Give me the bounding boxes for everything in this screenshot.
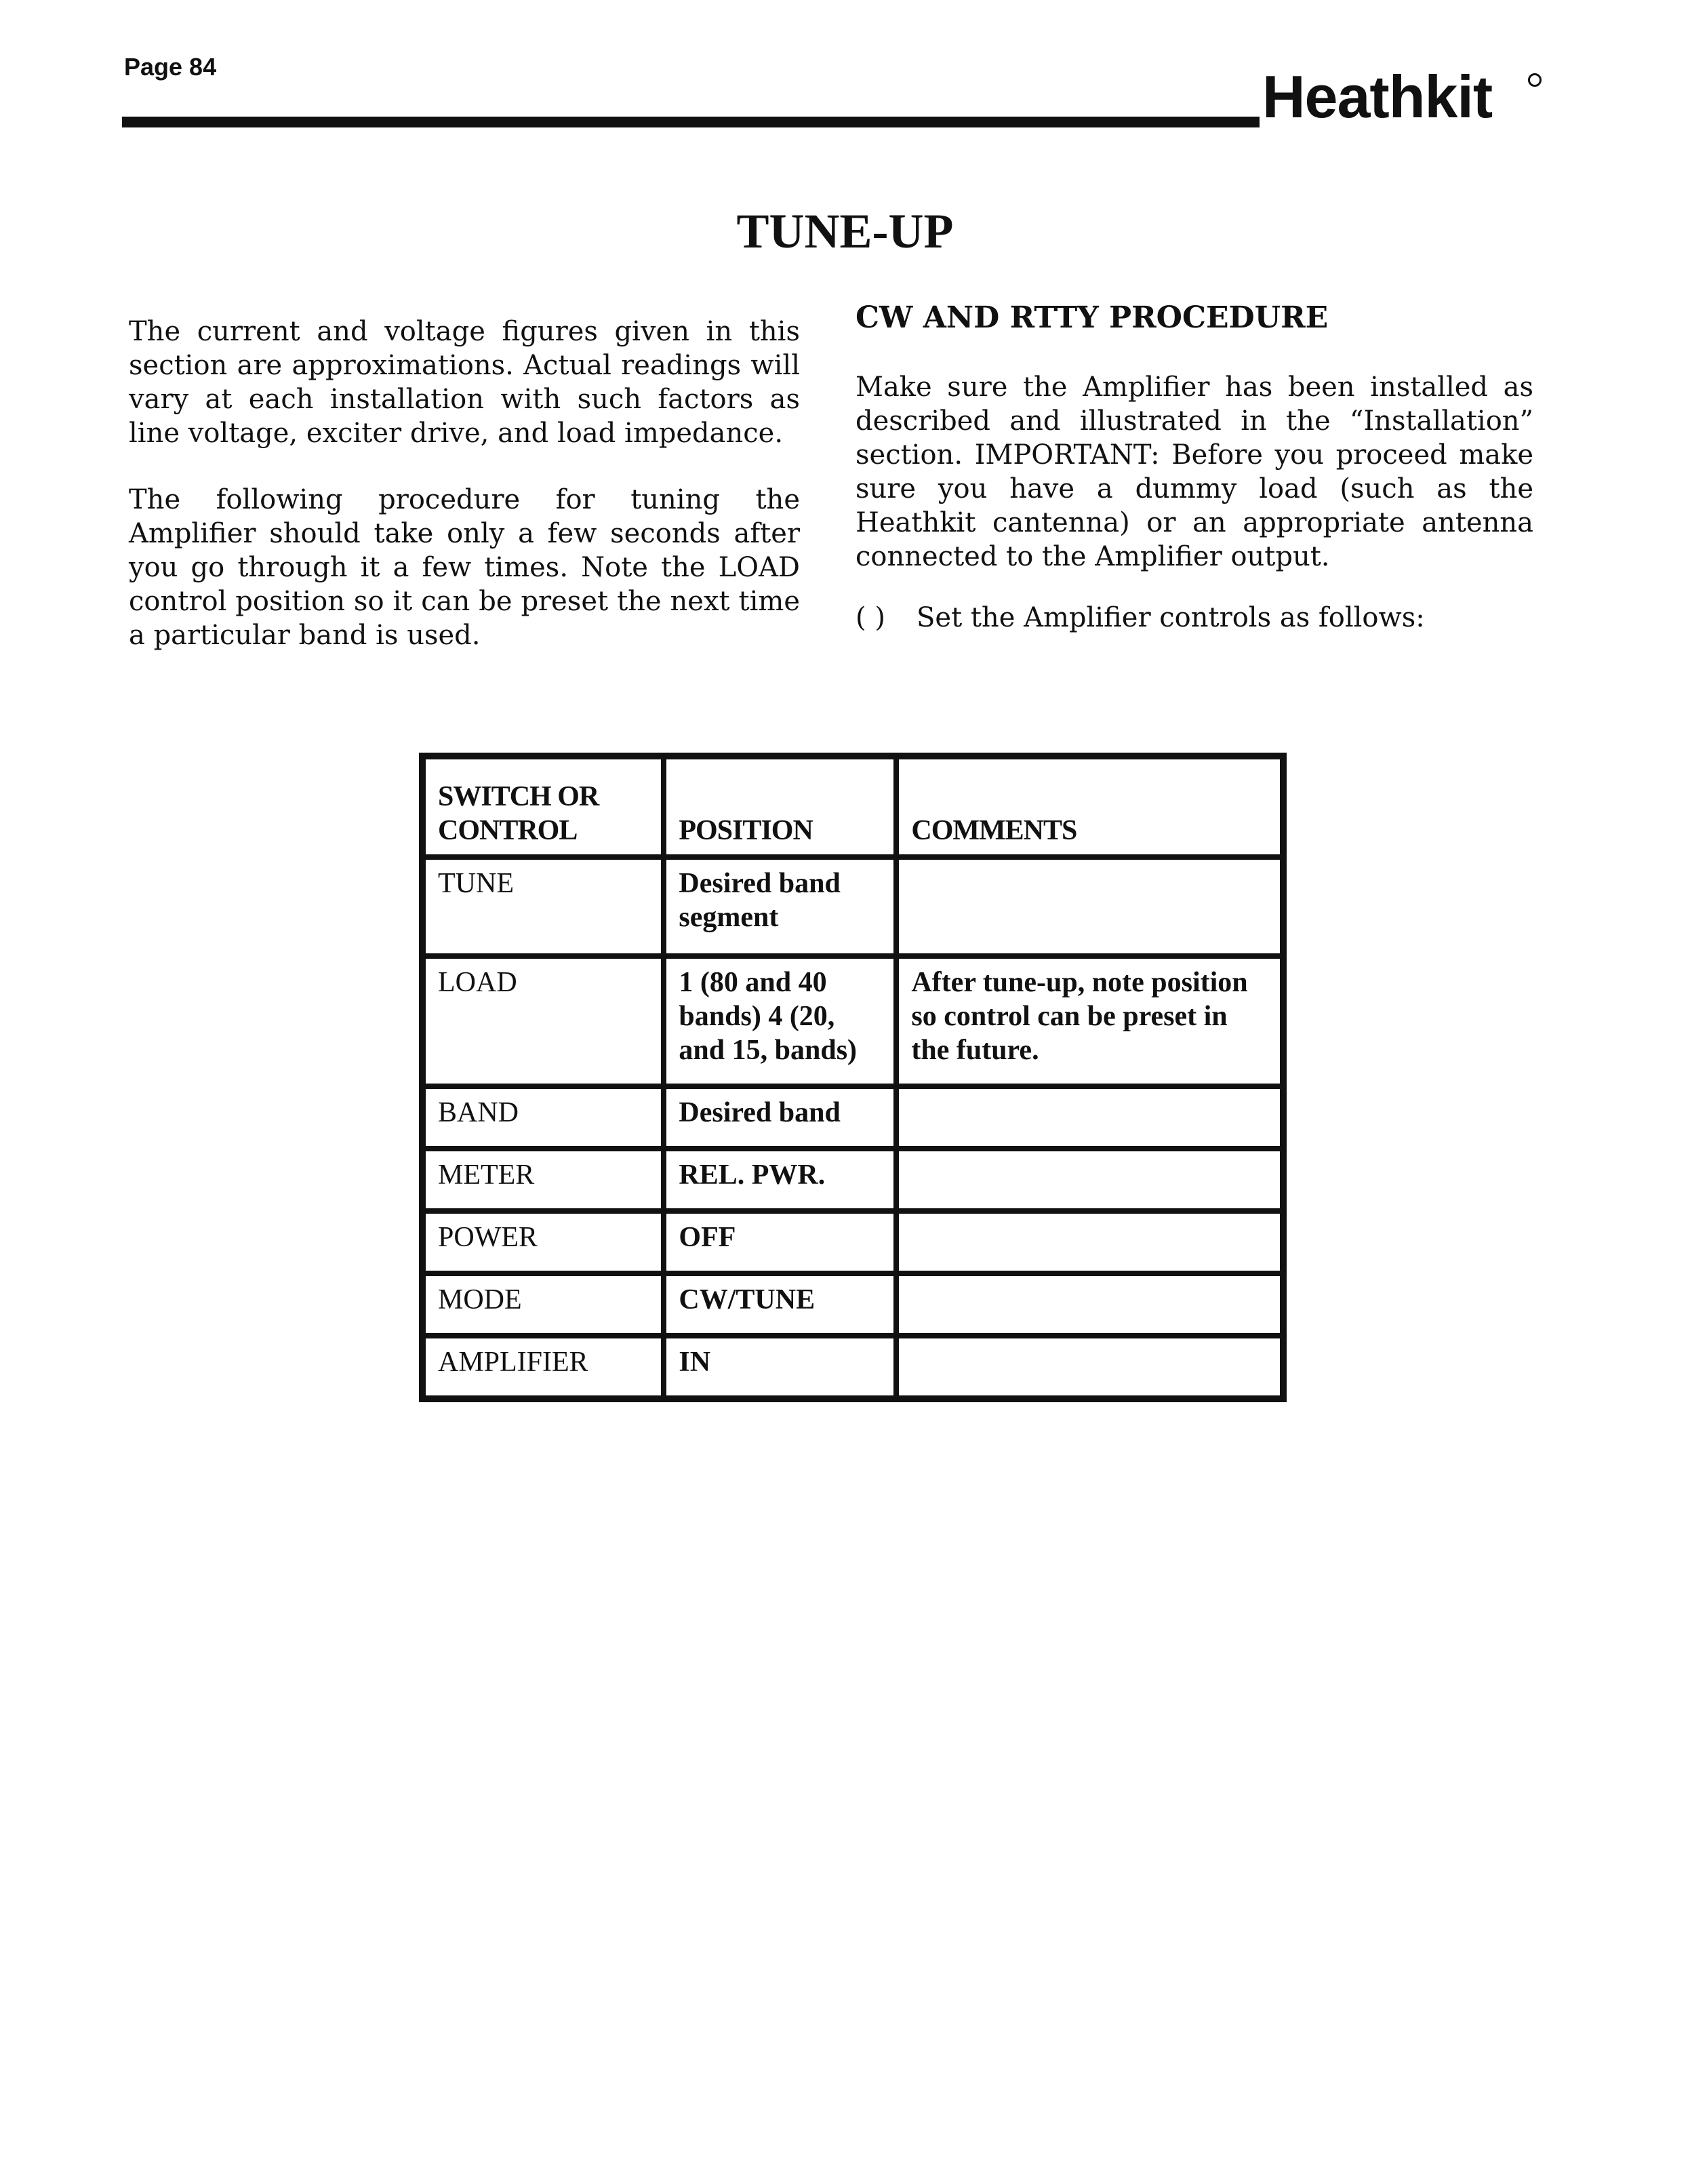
table-row	[423, 956, 1283, 1086]
position-cell: OFF	[664, 1211, 896, 1273]
section-heading: CW AND RTTY PROCEDURE	[856, 300, 1329, 335]
checkbox: ( )	[856, 602, 885, 633]
step-text: Set the Amplifier controls as follows:	[917, 602, 1425, 633]
comments-cell	[896, 1211, 1283, 1273]
left-column	[129, 315, 800, 685]
control-cell: LOAD	[423, 956, 664, 1086]
table-row	[423, 1273, 1283, 1336]
position-cell: CW/TUNE	[664, 1273, 896, 1336]
right-column	[856, 301, 1533, 635]
table-row	[423, 1086, 1283, 1149]
position-cell: Desired band	[664, 1086, 896, 1149]
header-switch-or-control: SWITCH OR CONTROL	[423, 757, 664, 857]
control-cell: BAND	[423, 1086, 664, 1149]
comments-cell	[896, 1336, 1283, 1398]
table-row	[423, 857, 1283, 956]
comments-cell	[896, 857, 1283, 956]
table-row	[423, 1149, 1283, 1211]
position-cell: Desired band segment	[664, 857, 896, 956]
controls-table	[419, 753, 1287, 1402]
control-cell: POWER	[423, 1211, 664, 1273]
control-cell: TUNE	[423, 857, 664, 956]
control-cell: METER	[423, 1149, 664, 1211]
installation-paragraph: Make sure the Amplifier has been installed as described and illustrated in the “Installation” section. IMPORTANT: Before you proceed make sure you have a dummy load (such as the Heathkit cantenna) or an appropriate antenna connected to the Amplifier output.	[856, 372, 1533, 572]
table-row	[423, 1211, 1283, 1273]
registered-mark-icon	[1528, 73, 1542, 87]
header-rule	[122, 117, 1260, 127]
page-title: TUNE-UP	[736, 204, 954, 258]
comments-cell	[896, 1273, 1283, 1336]
checklist-step	[856, 601, 1533, 635]
position-cell: 1 (80 and 40 bands) 4 (20, and 15, bands)	[664, 956, 896, 1086]
intro-paragraph: The current and voltage figures given in this section are approximations. Actual readings will vary at each installation with such factors as line voltage, exciter drive, and load impedance.	[129, 316, 800, 449]
brand-logo: Heathkit	[1262, 63, 1493, 130]
control-cell: MODE	[423, 1273, 664, 1336]
position-cell: IN	[664, 1336, 896, 1398]
control-cell: AMPLIFIER	[423, 1336, 664, 1398]
position-cell: REL. PWR.	[664, 1149, 896, 1211]
procedure-paragraph: The following procedure for tuning the Amplifier should take only a few seconds after you go through it a few times. Note the LOAD control position so it can be preset the next time a particular band is used.	[129, 484, 800, 651]
header-comments: COMMENTS	[896, 757, 1283, 857]
header-position: POSITION	[664, 757, 896, 857]
comments-cell	[896, 1086, 1283, 1149]
table-row	[423, 1336, 1283, 1398]
comments-cell	[896, 1149, 1283, 1211]
table-header-row	[423, 757, 1283, 857]
page-number: Page 84	[124, 53, 217, 81]
comments-cell: After tune-up, note position so control can be preset in the future.	[896, 956, 1283, 1086]
